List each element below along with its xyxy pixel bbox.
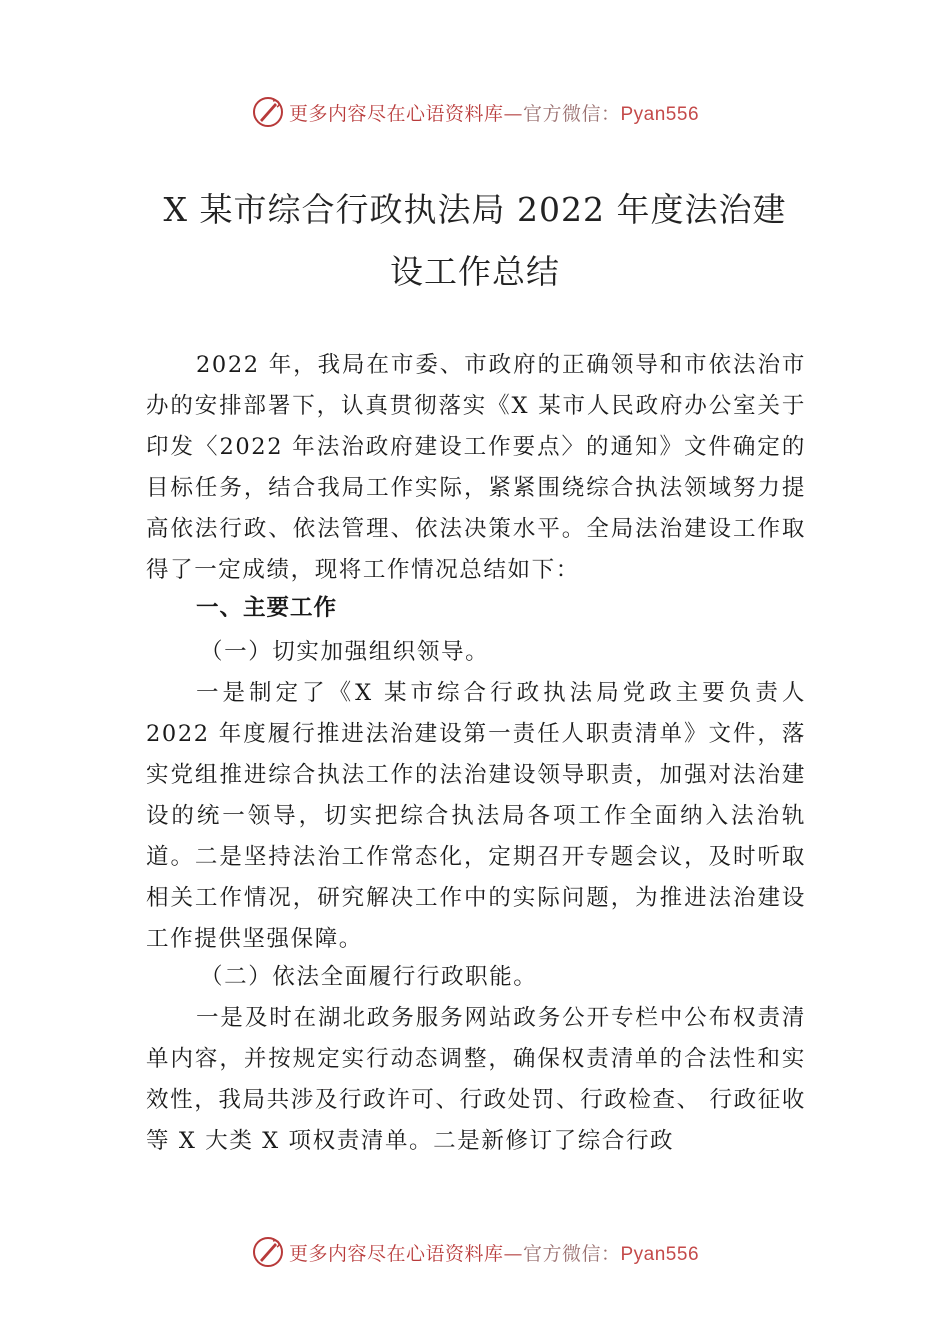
banner-text: 更多内容尽在心语资料库—官方微信：Pyan556 — [288, 1242, 700, 1265]
paragraph-organization: 一是制定了《X 某市综合行政执法局党政主要负责人 2022 年度履行推进法治建设第一责任人职责清单》文件，落实党组推进综合执法工作的法治建设领导职责，加强对法治建设的统一领导，切实把综合执法局各项工作全面纳入法治轨道。二是坚持法治工作常态化，定期召开专题会议，及时听取相关工作情况，研究解决工作中的实际问题，为推进法治建设工作提供坚强保障。 — [146, 680, 806, 952]
subheading-organization: （一）切实加强组织领导。 — [200, 639, 490, 665]
subheading-administrative-functions: （二）依法全面履行行政职能。 — [200, 964, 538, 990]
document-title-line2: 设工作总结 — [390, 252, 560, 291]
section-heading-main-work: 一、主要工作 — [196, 595, 338, 621]
banner-text: 更多内容尽在心语资料库—官方微信：Pyan556 — [288, 102, 700, 125]
paragraph-administrative-functions: 一是及时在湖北政务服务网站政务公开专栏中公布权责清单内容，并按规定实行动态调整，确保权责清单的合法性和实效性，我局共涉及行政许可、行政处罚、行政检查、 行政征收等 X 大类 X 项权责清单。二是新修订了综合行政 — [146, 1005, 806, 1154]
header-banner — [0, 92, 950, 132]
quill-pen-logo-icon — [251, 95, 285, 129]
footer-banner — [0, 1232, 950, 1272]
document-title-line1: X 某市综合行政执法局 2022 年度法治建 — [163, 190, 787, 229]
intro-paragraph: 2022 年，我局在市委、市政府的正确领导和市依法治市办的安排部署下，认真贯彻落实《X 某市人民政府办公室关于印发〈2022 年法治政府建设工作要点〉的通知》文件确定的目标任务，结合我局工作实际，紧紧围绕综合执法领域努力提高依法行政、依法管理、依法决策水平。全局法治建设工作取得了一定成绩，现将工作情况总结如下： — [146, 352, 806, 583]
quill-pen-logo-icon — [251, 1235, 285, 1269]
